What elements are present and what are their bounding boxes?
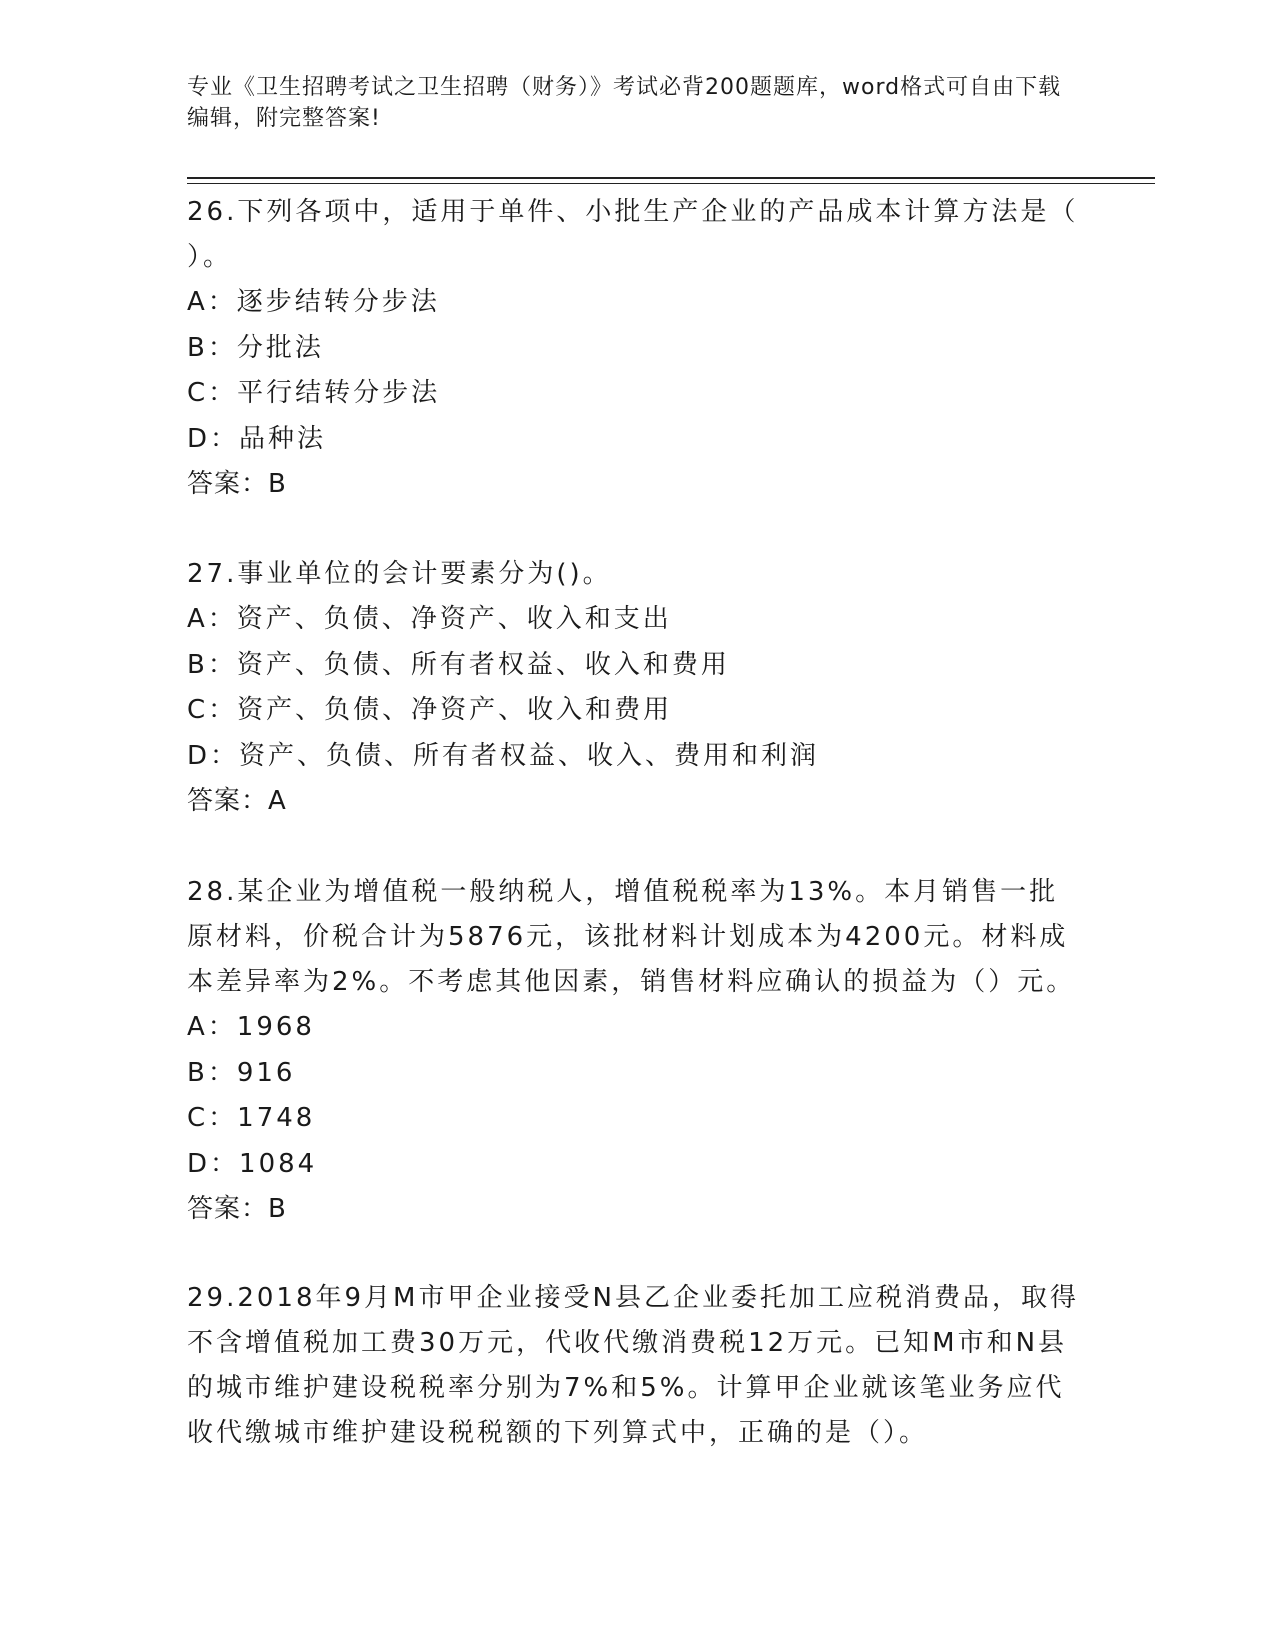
option-b: B：916 [187, 1057, 296, 1088]
option-d: D：1084 [187, 1148, 318, 1179]
question-stem: 26.下列各项中，适用于单件、小批生产企业的产品成本计算方法是（ ）。 [187, 197, 1079, 272]
option-c: C：资产、负债、净资产、收入和费用 [187, 695, 673, 725]
question-stem: 28.某企业为增值税一般纳税人，增值税税率为13%。本月销售一批原材料，价税合计为5876元，该批材料计划成本为4200元。材料成本差异率为2%。不考虑其他因素，销售材料应确认的损益为（）元。 [187, 877, 1076, 997]
question-26 [187, 190, 1087, 506]
answer: 答案：A [187, 786, 287, 816]
option-a: A：资产、负债、净资产、收入和支出 [187, 604, 672, 634]
option-a: A：1968 [187, 1012, 315, 1042]
option-b: B：资产、负债、所有者权益、收入和费用 [187, 649, 730, 680]
header-divider-thin [187, 183, 1155, 184]
answer: 答案：B [187, 1194, 287, 1224]
header-divider [187, 177, 1155, 179]
option-d: D：品种法 [187, 423, 327, 454]
option-c: C：平行结转分步法 [187, 378, 441, 408]
option-a: A：逐步结转分步法 [187, 287, 440, 317]
question-stem: 27.事业单位的会计要素分为()。 [187, 559, 612, 589]
question-29 [187, 1276, 1087, 1456]
option-c: C：1748 [187, 1103, 316, 1133]
option-d: D：资产、负债、所有者权益、收入、费用和利润 [187, 740, 820, 771]
question-27 [187, 552, 1087, 823]
question-stem: 29.2018年9月M市甲企业接受N县乙企业委托加工应税消费品，取得不含增值税加工费30万元，代收代缴消费税12万元。已知M市和N县的城市维护建设税税率分别为7%和5%。计算甲企业就该笔业务应代收代缴城市维护建设税税额的下列算式中，正确的是（）。 [187, 1283, 1079, 1448]
question-28 [187, 870, 1087, 1231]
document-header: 专业《卫生招聘考试之卫生招聘（财务）》考试必背200题题库，word格式可自由下载编辑，附完整答案! [187, 75, 1062, 131]
answer: 答案：B [187, 469, 287, 499]
option-b: B：分批法 [187, 332, 324, 363]
